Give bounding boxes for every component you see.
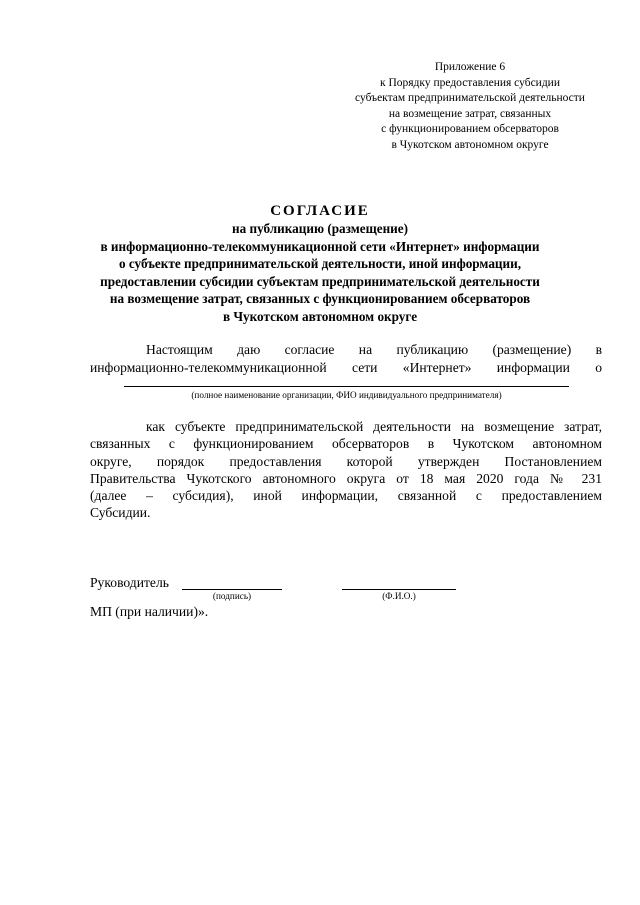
body-line: Правительства Чукотского автономного округа от 18 мая 2020 года № 231 <box>90 470 602 486</box>
body-line: (далее – субсидия), иной информации, связанной с предоставлением <box>90 488 602 504</box>
appendix-line: с функционированием обсерваторов <box>381 123 559 136</box>
name-field[interactable] <box>342 589 456 590</box>
intro-paragraph <box>90 341 602 376</box>
appendix-line: на возмещение затрат, связанных <box>388 107 552 120</box>
appendix-line: в Чукотском автономном округе <box>391 138 549 151</box>
title-line: в Чукотском автономном округе <box>222 308 418 324</box>
intro-line: Настоящим даю согласие на публикацию (размещение) в <box>146 342 602 357</box>
body-line: связанных с функционированием обсерваторов в Чукотском автономном <box>90 436 602 452</box>
body-line: округе, порядок предоставления которой утвержден Постановлением <box>90 453 602 469</box>
body-line: как субъекте предпринимательской деятельности на возмещение затрат, <box>146 419 602 434</box>
appendix-line: Приложение 6 <box>434 61 506 73</box>
title-line: на публикацию (размещение) <box>231 221 409 236</box>
signature-field[interactable] <box>182 589 282 590</box>
title-line: в информационно-телекоммуникационной сети «Интернет» информации <box>100 238 540 254</box>
appendix-line: к Порядку предоставления субсидии <box>380 76 560 89</box>
stamp-note: МП (при наличии)». <box>90 604 209 619</box>
title-line: предоставлении субсидии субъектам предпринимательской деятельности <box>100 273 540 289</box>
signature-caption: (подпись) <box>212 591 252 601</box>
organization-fill-caption: (полное наименование организации, ФИО индивидуального предпринимателя) <box>191 390 502 400</box>
organization-fill-line[interactable] <box>124 386 569 387</box>
appendix-header <box>300 60 640 154</box>
appendix-line: субъектам предпринимательской деятельности <box>355 92 585 105</box>
name-caption: (Ф.И.О.) <box>382 591 416 601</box>
title-line: на возмещение затрат, связанных с функционированием обсерваторов <box>109 291 531 307</box>
document-title <box>60 203 580 326</box>
intro-line: информационно-телекоммуникационной сети «Интернет» информации о <box>90 359 602 375</box>
body-paragraph <box>90 418 602 522</box>
title-line: о субъекте предпринимательской деятельности, иной информации, <box>118 256 522 272</box>
title-main: СОГЛАСИЕ <box>270 203 370 219</box>
head-label: Руководитель <box>90 575 169 590</box>
body-line: Субсидии. <box>90 505 151 521</box>
